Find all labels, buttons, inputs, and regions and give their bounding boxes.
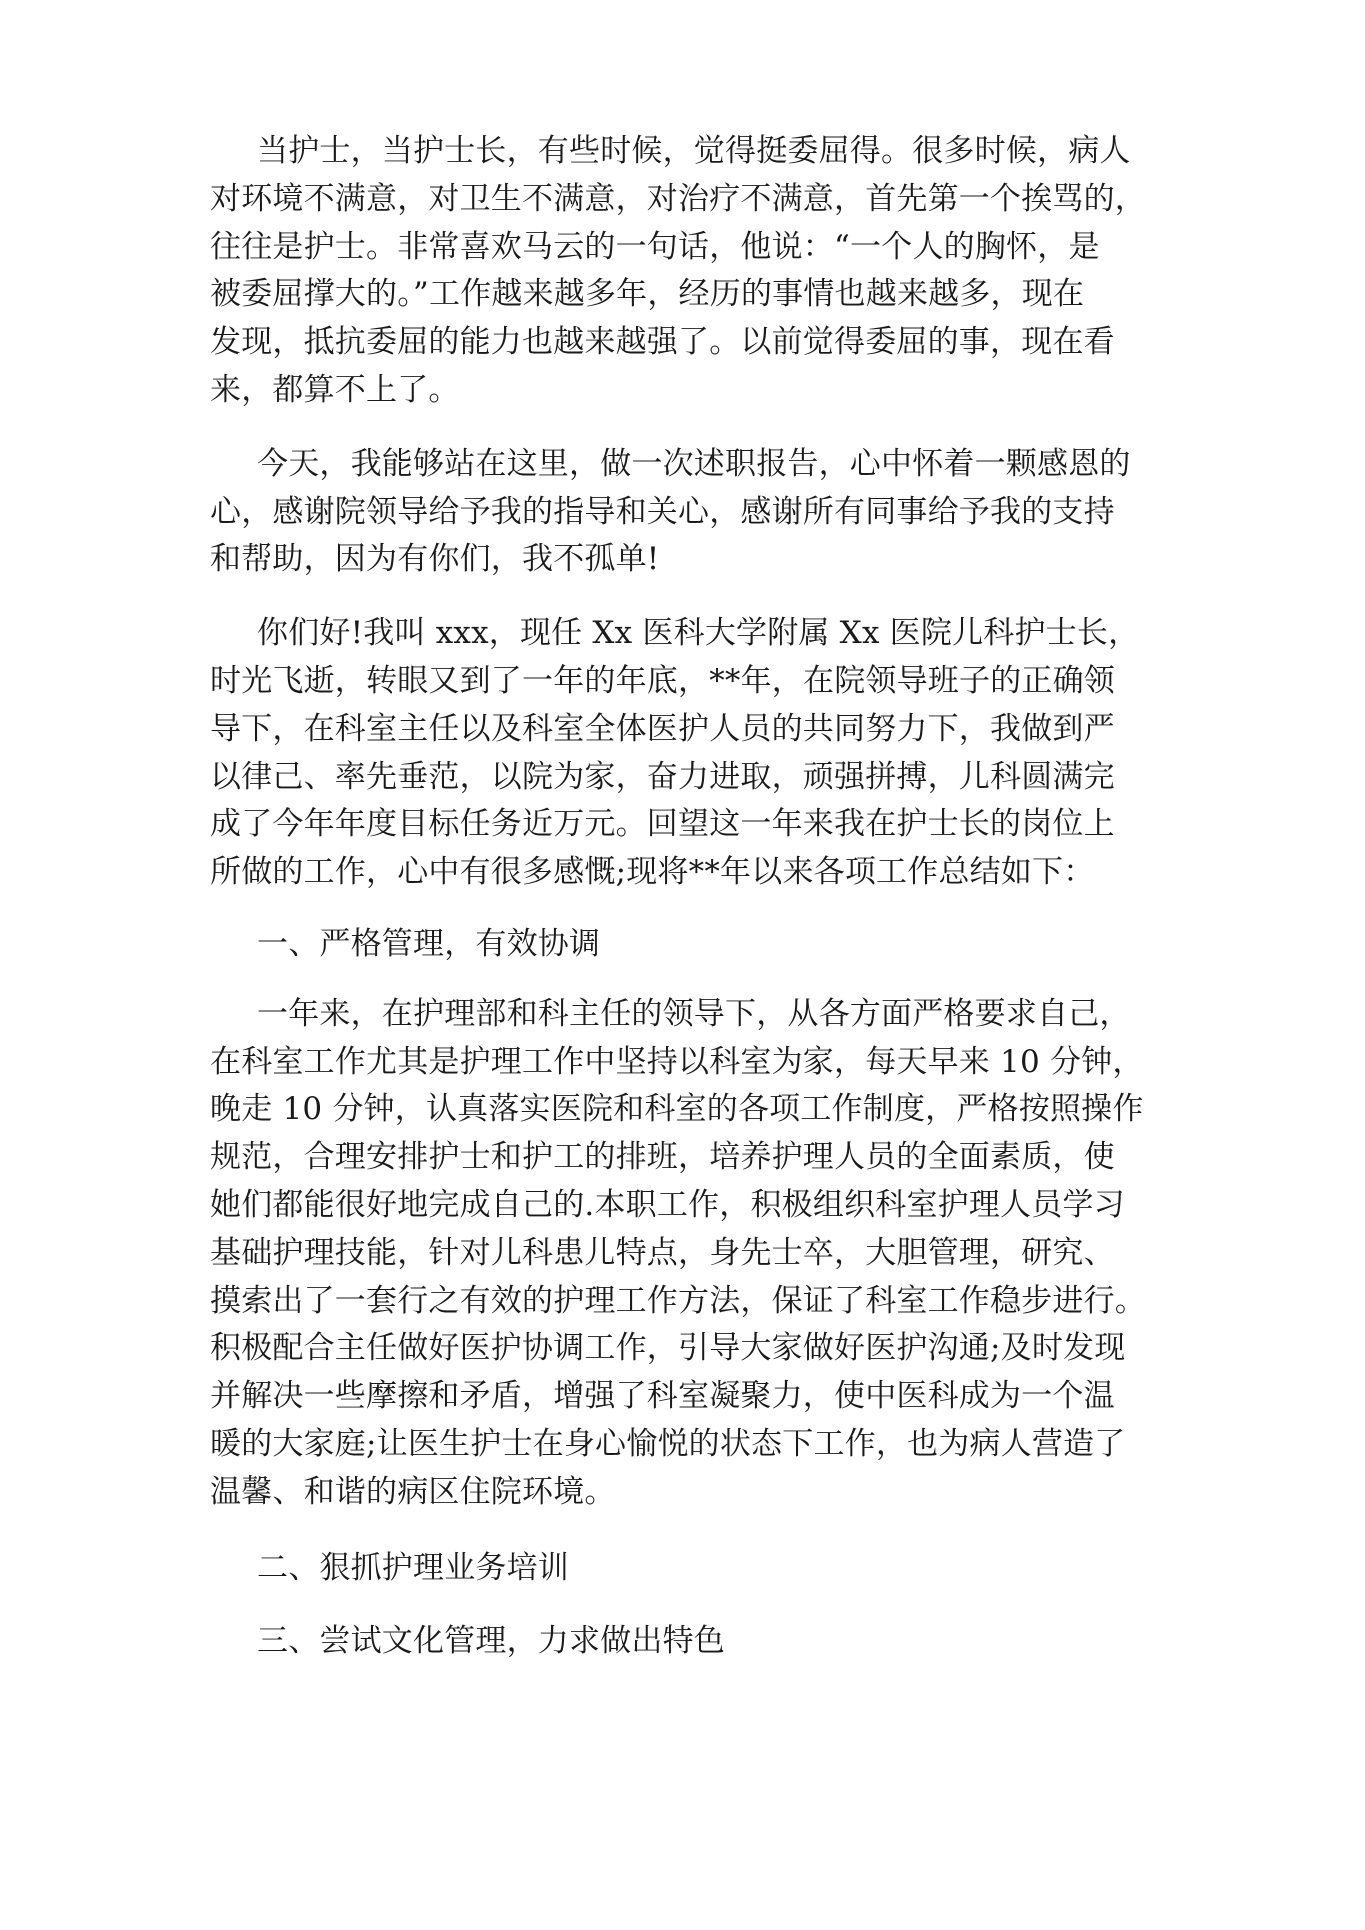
- text-line: 积极配合主任做好医护协调工作，引导大家做好医护沟通;及时发现: [210, 1330, 1126, 1367]
- text-line: 成了今年年度目标任务近万元。回望这一年来我在护士长的岗位上: [210, 806, 1115, 843]
- text-line: 三、尝试文化管理，力求做出特色: [257, 1623, 725, 1660]
- text-line: 二、狠抓护理业务培训: [257, 1549, 569, 1586]
- body-paragraph: [210, 441, 1163, 584]
- text-line: 规范，合理安排护士和护工的排班，培养护理人员的全面素质，使: [210, 1139, 1115, 1176]
- text-line: 心，感谢院领导给予我的指导和关心，感谢所有同事给予我的支持: [210, 493, 1115, 530]
- text-line: 你们好!我叫 xxx，现任 Xx 医科大学附属 Xx 医院儿科护士长，: [257, 615, 1140, 652]
- text-line: 导下，在科室主任以及科室全体医护人员的共同努力下，我做到严: [210, 710, 1115, 747]
- text-line: 发现，抵抗委屈的能力也越来越强了。以前觉得委屈的事，现在看: [210, 324, 1115, 361]
- text-line: 和帮助，因为有你们，我不孤单!: [210, 541, 660, 578]
- body-paragraph: [210, 610, 1163, 897]
- text-line: 她们都能很好地完成自己的.本职工作，积极组织科室护理人员学习: [210, 1186, 1125, 1223]
- text-line: 被委屈撑大的。”工作越来越多年，经历的事情也越来越多，现在: [210, 276, 1085, 313]
- text-line: 暖的大家庭;让医生护士在身心愉悦的状态下工作，也为病人营造了: [210, 1425, 1126, 1462]
- text-line: 摸索出了一套行之有效的护理工作方法，保证了科室工作稳步进行。: [210, 1282, 1146, 1319]
- text-line: 温馨、和谐的病区住院环境。: [210, 1473, 616, 1510]
- text-line: 一年来，在护理部和科主任的领导下，从各方面严格要求自己，: [257, 995, 1131, 1032]
- document-page: [210, 128, 1163, 1666]
- text-line: 今天，我能够站在这里，做一次述职报告，心中怀着一颗感恩的: [257, 445, 1131, 482]
- text-line: 当护士，当护士长，有些时候，觉得挺委屈得。很多时候，病人: [257, 133, 1131, 169]
- text-line: 往往是护士。非常喜欢马云的一句话，他说：“一个人的胸怀，是: [210, 228, 1100, 265]
- body-paragraph: [210, 991, 1163, 1517]
- section-heading: [210, 921, 1163, 969]
- text-line: 所做的工作，心中有很多感慨;现将**年以来各项工作总结如下：: [210, 854, 1095, 891]
- section-heading: [210, 1545, 1163, 1593]
- section-heading: [210, 1618, 1163, 1666]
- text-line: 一、严格管理，有效协调: [257, 925, 601, 962]
- text-line: 并解决一些摩擦和矛盾，增强了科室凝聚力，使中医科成为一个温: [210, 1378, 1115, 1415]
- text-line: 晚走 10 分钟，认真落实医院和科室的各项工作制度，严格按照操作: [210, 1091, 1144, 1128]
- text-line: 基础护理技能，针对儿科患儿特点，身先士卒，大胆管理，研究、: [210, 1234, 1115, 1271]
- text-line: 以律己、率先垂范，以院为家，奋力进取，顽强拼搏，儿科圆满完: [210, 758, 1115, 795]
- text-line: 对环境不满意，对卫生不满意，对治疗不满意，首先第一个挨骂的，: [210, 180, 1146, 217]
- text-line: 来，都算不上了。: [210, 371, 460, 408]
- text-line: 在科室工作尤其是护理工作中坚持以科室为家，每天早来 10 分钟，: [210, 1043, 1144, 1080]
- body-paragraph: [210, 128, 1163, 415]
- text-line: 时光飞逝，转眼又到了一年的年底，**年，在院领导班子的正确领: [210, 662, 1115, 699]
